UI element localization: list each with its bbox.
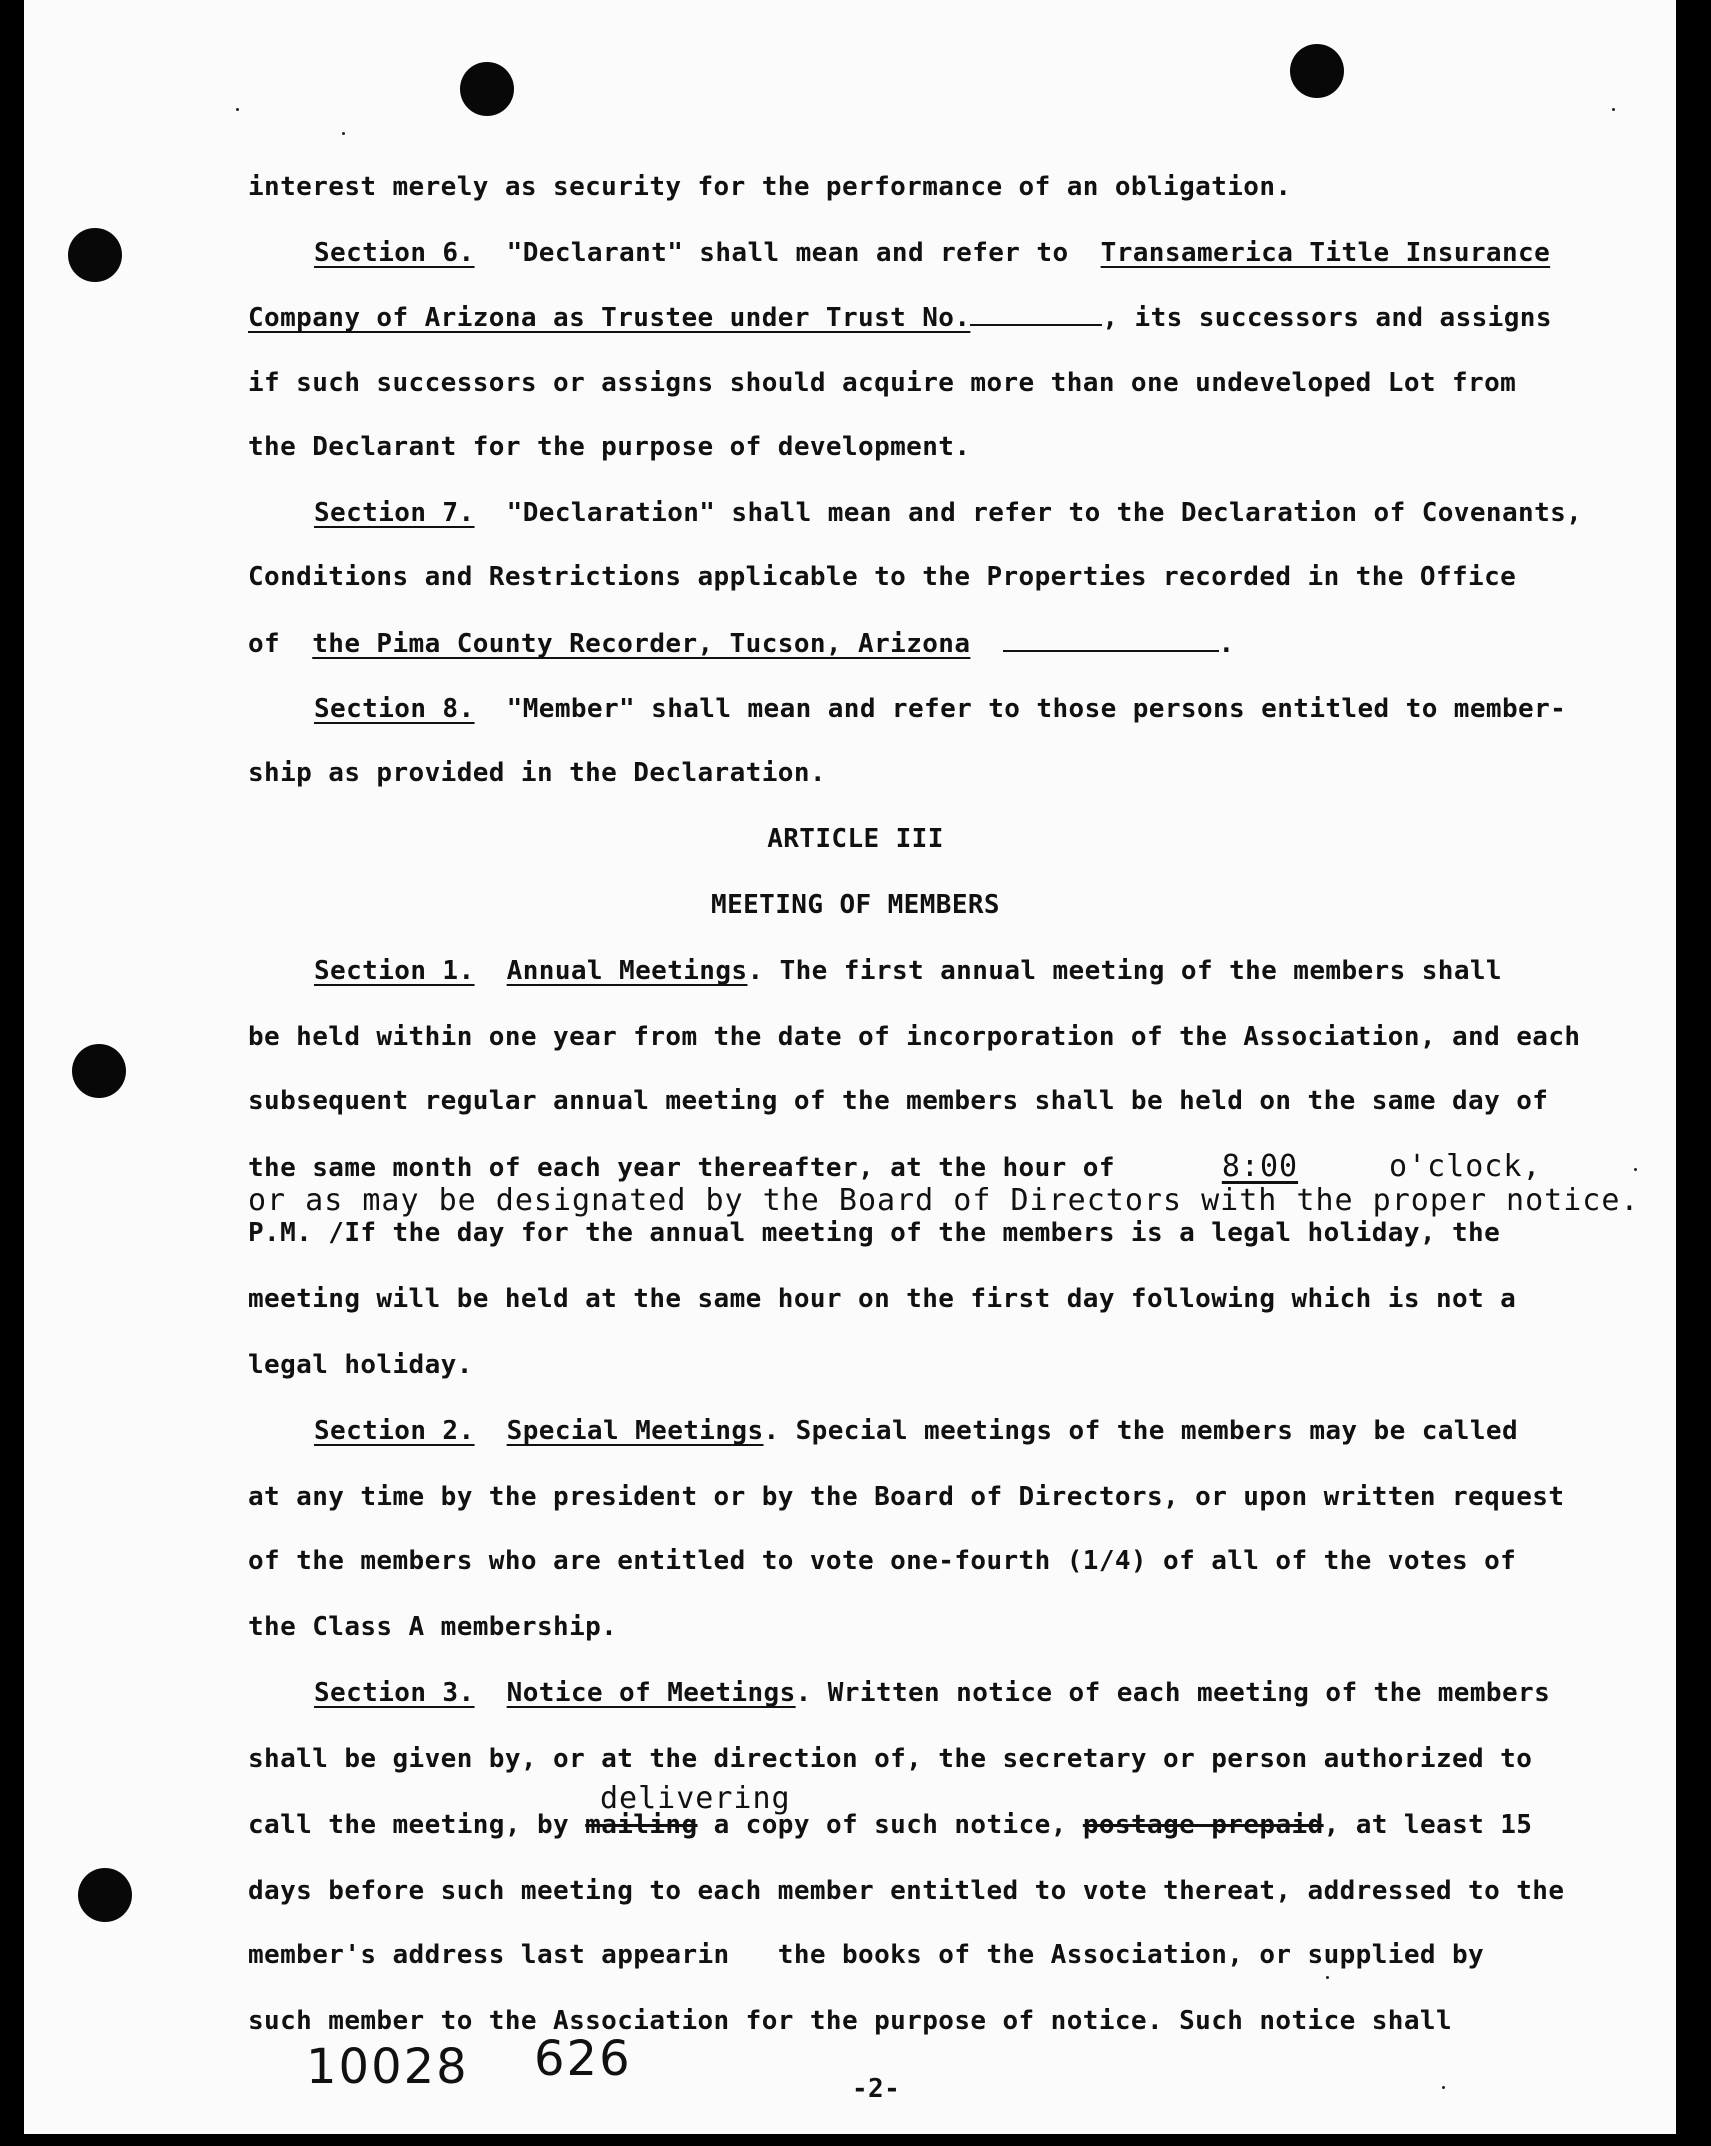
text-line: interest merely as security for the performance of an obligation. xyxy=(248,172,1292,202)
section-6: Section 6. "Declarant" shall mean and refer to Transamerica Title Insurance xyxy=(314,238,1551,268)
text-line: days before such meeting to each member entitled to vote thereat, addressed to the xyxy=(248,1876,1565,1906)
text-line: of the members who are entitled to vote one-fourth (1/4) of all of the votes of xyxy=(248,1546,1517,1576)
text-line: the Declarant for the purpose of development. xyxy=(248,432,971,462)
filled-field: the Pima County Recorder, Tucson, Arizona xyxy=(312,629,971,659)
recording-stamp-page: 626 xyxy=(534,2031,632,2087)
text-line: of the Pima County Recorder, Tucson, Arizona . xyxy=(248,629,1235,659)
struck-text: mailing xyxy=(585,1810,698,1840)
section-8: Section 8. "Member" shall mean and refer to those persons entitled to member- xyxy=(314,694,1567,724)
section-label: Section 2. xyxy=(314,1416,475,1446)
typed-insertion: or as may be designated by the Board of Directors with the proper notice. xyxy=(248,1183,1640,1218)
text-line: the Class A membership. xyxy=(248,1612,618,1642)
text-line: member's address last appearin the books of the Association, or supplied by xyxy=(248,1940,1485,1970)
text-line: meeting will be held at the same hour on the first day following which is not a xyxy=(248,1284,1517,1314)
recording-stamp-book: 10028 xyxy=(306,2039,469,2095)
page-number: -2- xyxy=(852,2074,901,2104)
section-heading: Annual Meetings xyxy=(506,956,748,986)
article-title: MEETING OF MEMBERS xyxy=(711,890,1000,920)
text-line: be held within one year from the date of incorporation of the Association, and each xyxy=(248,1022,1581,1052)
section-heading: Special Meetings xyxy=(506,1416,764,1446)
text-line: ship as provided in the Declaration. xyxy=(248,758,826,788)
text-line: call the meeting, by mailing a copy of such notice, postage prepaid, at least 15 xyxy=(248,1810,1533,1840)
section-7: Section 7. "Declaration" shall mean and refer to the Declaration of Covenants, xyxy=(314,498,1583,528)
article-number: ARTICLE III xyxy=(767,824,944,854)
text-line: such member to the Association for the purpose of notice. Such notice shall xyxy=(248,2006,1452,2036)
text-line: legal holiday. xyxy=(248,1350,473,1380)
section-1-annual-meetings: Section 1. Annual Meetings. The first annual meeting of the members shall xyxy=(314,956,1502,986)
text-line: Company of Arizona as Trustee under Trust No. , its successors and assigns xyxy=(248,303,1552,333)
trust-number-blank xyxy=(970,302,1102,326)
section-label: Section 6. xyxy=(314,238,475,268)
typed-insertion: delivering xyxy=(600,1781,791,1816)
section-label: Section 1. xyxy=(314,956,475,986)
section-2-special-meetings: Section 2. Special Meetings. Special meetings of the members may be called xyxy=(314,1416,1519,1446)
text-line: at any time by the president or by the Board of Directors, or upon written request xyxy=(248,1482,1565,1512)
struck-text: postage prepaid xyxy=(1082,1810,1324,1840)
hour-field: 8:00 xyxy=(1221,1149,1299,1184)
text-line: Conditions and Restrictions applicable to the Properties recorded in the Office xyxy=(248,562,1517,592)
section-label: Section 3. xyxy=(314,1678,475,1708)
text-line: P.M. /If the day for the annual meeting of the members is a legal holiday, the xyxy=(248,1218,1501,1248)
section-heading: Notice of Meetings xyxy=(506,1678,796,1708)
text-line: the same month of each year thereafter, at the hour of 8:00 o'clock, xyxy=(248,1149,1542,1184)
section-label: Section 7. xyxy=(314,498,475,528)
text-line: if such successors or assigns should acquire more than one undeveloped Lot from xyxy=(248,368,1517,398)
text-line: shall be given by, or at the direction of, the secretary or person authorized to xyxy=(248,1744,1533,1774)
section-3-notice-of-meetings: Section 3. Notice of Meetings. Written notice of each meeting of the members xyxy=(314,1678,1551,1708)
section-label: Section 8. xyxy=(314,694,475,724)
text-line: subsequent regular annual meeting of the members shall be held on the same day of xyxy=(248,1086,1549,1116)
